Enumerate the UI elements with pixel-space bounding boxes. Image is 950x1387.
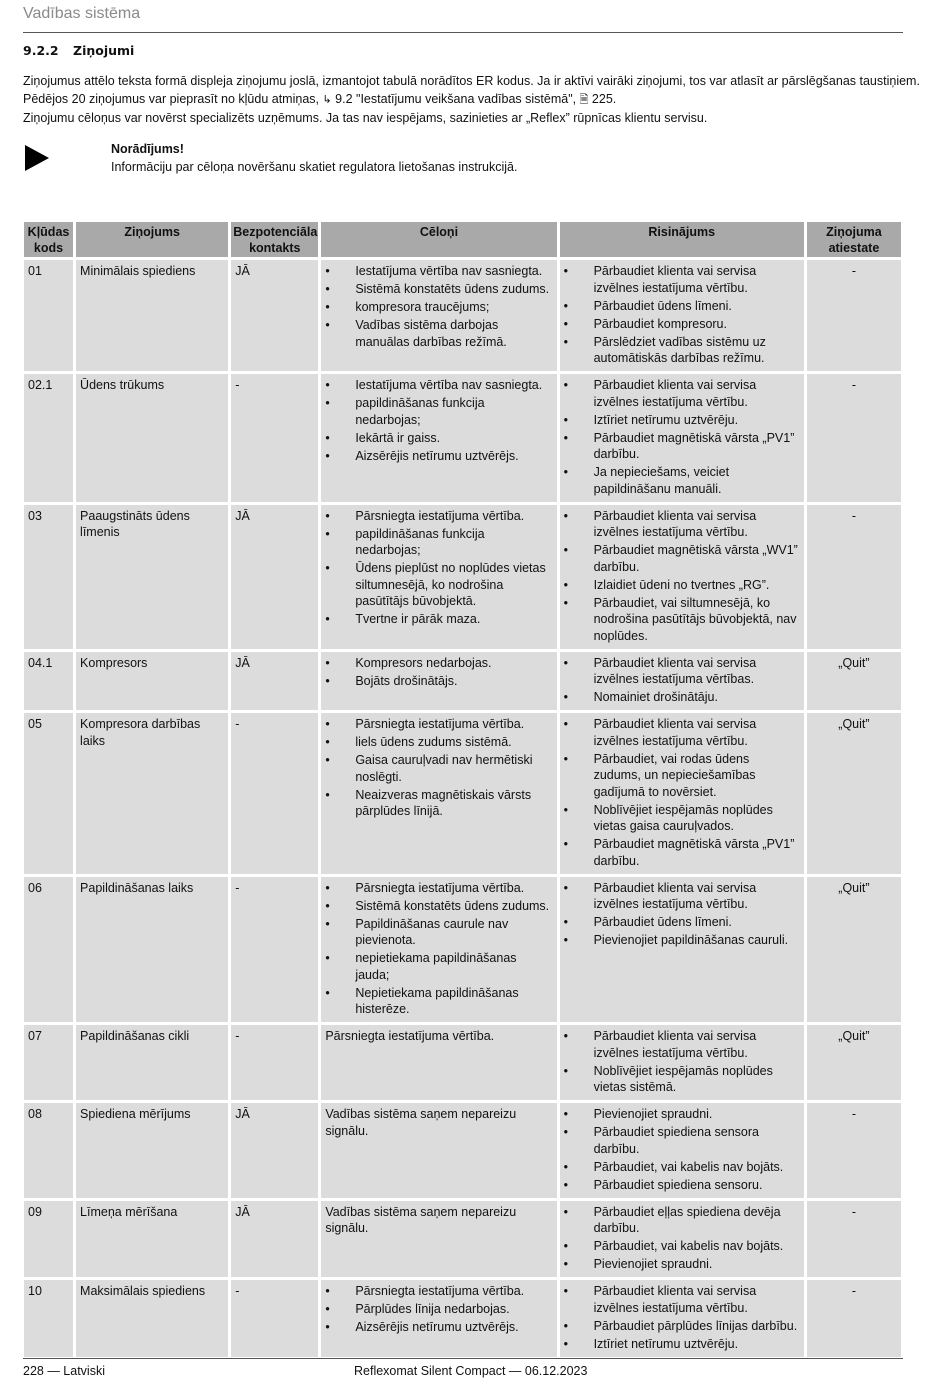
cell-contact: -	[231, 713, 318, 874]
cell-causes	[321, 713, 556, 874]
section-title: Ziņojumi	[73, 43, 135, 58]
list-item: • Pievienojiet spraudni.	[564, 1106, 800, 1123]
cell-reset: -	[807, 260, 901, 371]
list-item: • Iztīriet netīrumu uztvērēju.	[564, 412, 800, 429]
table-row	[24, 652, 901, 711]
cell-solution-list	[564, 1106, 800, 1193]
table-header-row	[24, 222, 901, 257]
cell-solution-list	[564, 880, 800, 949]
list-item: • Pārbaudiet magnētiskā vārsta „WV1” darbību.	[564, 542, 800, 575]
list-item: • Pārbaudiet spiediena sensoru.	[564, 1177, 800, 1194]
cell-solution	[560, 260, 804, 371]
header-solution: Risinājums	[560, 222, 804, 257]
cell-reset: -	[807, 374, 901, 502]
cell-solution	[560, 505, 804, 649]
cell-message: Līmeņa mērīšana	[76, 1201, 228, 1278]
cell-solution-list	[564, 1283, 800, 1352]
list-item: • Ūdens pieplūst no noplūdes vietas siltumnesējā, ko nodrošina pasūtītājs būvobjektā.	[325, 560, 552, 610]
note-title: Norādījums!	[111, 142, 184, 156]
list-item: • Pārbaudiet kompresoru.	[564, 316, 800, 333]
cell-code: 04.1	[24, 652, 73, 711]
cell-causes-list	[325, 716, 552, 820]
list-item: • Pārbaudiet klienta vai servisa izvēlnes iestatījuma vērtību.	[564, 880, 800, 913]
list-item: • Pārbaudiet, vai rodas ūdens zudums, un nepieciešamības gadījumā to novērsiet.	[564, 751, 800, 801]
list-item: • Noblīvējiet iespējamās noplūdes vietas sistēmā.	[564, 1063, 800, 1096]
cell-code: 10	[24, 1280, 73, 1357]
cell-message: Papildināšanas cikli	[76, 1025, 228, 1100]
cell-contact: -	[231, 1025, 318, 1100]
table-row	[24, 1025, 901, 1100]
cell-solution-list	[564, 655, 800, 706]
cell-causes-list	[325, 1283, 552, 1336]
cell-solution	[560, 1025, 804, 1100]
list-item: • Nepietiekama papildināšanas histerēze.	[325, 985, 552, 1018]
list-item: • Pārbaudiet klienta vai servisa izvēlnes iestatījuma vērtību.	[564, 716, 800, 749]
list-item: • Ja nepieciešams, veiciet papildināšanu manuāli.	[564, 464, 800, 497]
list-item: • Gaisa cauruļvadi nav hermētiski noslēgti.	[325, 752, 552, 785]
link-arrow-icon[interactable]: ↳	[322, 94, 332, 106]
list-item: • Pārbaudiet magnētiskā vārsta „PV1” darbību.	[564, 836, 800, 869]
list-item: • Pārbaudiet spiediena sensora darbību.	[564, 1124, 800, 1157]
cell-causes-list	[325, 508, 552, 628]
cell-reset: -	[807, 1280, 901, 1357]
list-item: • Pārbaudiet ūdens līmeni.	[564, 914, 800, 931]
cell-causes	[321, 652, 556, 711]
cell-solution	[560, 1103, 804, 1198]
cell-causes: Vadības sistēma saņem nepareizu signālu.	[321, 1201, 556, 1278]
header-code: Kļūdas kods	[24, 222, 73, 257]
cross-reference-link[interactable]: 9.2 "Iestatījumu veikšana vadības sistēmā",	[331, 92, 580, 106]
list-item: • nepietiekama papildināšanas jauda;	[325, 950, 552, 983]
cell-contact: JĀ	[231, 1201, 318, 1278]
list-item: • Iestatījuma vērtība nav sasniegta.	[325, 377, 552, 394]
table-row	[24, 1201, 901, 1278]
cell-solution	[560, 877, 804, 1023]
cell-reset: -	[807, 1201, 901, 1278]
cell-contact: -	[231, 374, 318, 502]
list-item: • Kompresors nedarbojas.	[325, 655, 552, 672]
intro-line-2	[23, 90, 903, 109]
table-row	[24, 374, 901, 502]
cell-reset: „Quit”	[807, 652, 901, 711]
footer-page: 228 — Latviski	[23, 1364, 105, 1378]
cell-code: 02.1	[24, 374, 73, 502]
cell-causes	[321, 374, 556, 502]
page-header	[23, 4, 903, 33]
cell-solution-list	[564, 1204, 800, 1273]
list-item: • Pārbaudiet klienta vai servisa izvēlnes iestatījuma vērtību.	[564, 1028, 800, 1061]
header-message: Ziņojums	[76, 222, 228, 257]
list-item: • Pievienojiet spraudni.	[564, 1256, 800, 1273]
list-item: • Bojāts drošinātājs.	[325, 673, 552, 690]
cell-contact: JĀ	[231, 505, 318, 649]
list-item: • Neaizveras magnētiskais vārsts pārplūdes līnijā.	[325, 787, 552, 820]
intro-line-3: Ziņojumu cēloņus var novērst specializēts uzņēmums. Ja tas nav iespējams, sazinieties ar „Reflex” rūpnīcas klientu servisu.	[23, 111, 708, 125]
note-text: Informāciju par cēloņa novēršanu skatiet regulatora lietošanas instrukcijā.	[111, 160, 518, 174]
table-row	[24, 505, 901, 649]
list-item: • papildināšanas funkcija nedarbojas;	[325, 526, 552, 559]
cell-causes-list	[325, 880, 552, 1018]
cell-message: Papildināšanas laiks	[76, 877, 228, 1023]
table-row	[24, 877, 901, 1023]
cell-code: 06	[24, 877, 73, 1023]
cell-contact: JĀ	[231, 260, 318, 371]
list-item: • Aizsērējis netīrumu uztvērējs.	[325, 1319, 552, 1336]
cell-solution	[560, 1201, 804, 1278]
cell-code: 03	[24, 505, 73, 649]
cell-code: 01	[24, 260, 73, 371]
intro-paragraph	[23, 72, 920, 127]
cell-solution	[560, 652, 804, 711]
cell-causes-list	[325, 263, 552, 350]
list-item: • Vadības sistēma darbojas manuālas darbības režīmā.	[325, 317, 552, 350]
list-item: • Pārbaudiet eļļas spiediena devēja darbību.	[564, 1204, 800, 1237]
cell-reset: „Quit”	[807, 1025, 901, 1100]
cell-contact: -	[231, 1280, 318, 1357]
cell-code: 09	[24, 1201, 73, 1278]
cell-code: 05	[24, 713, 73, 874]
list-item: • Iestatījuma vērtība nav sasniegta.	[325, 263, 552, 280]
list-item: • Tvertne ir pārāk maza.	[325, 611, 552, 628]
error-codes-table	[21, 219, 904, 1360]
cell-message: Spiediena mērījums	[76, 1103, 228, 1198]
cell-solution-list	[564, 1028, 800, 1096]
cell-reset: „Quit”	[807, 713, 901, 874]
cell-message: Minimālais spiediens	[76, 260, 228, 371]
cell-message: Ūdens trūkums	[76, 374, 228, 502]
list-item: • Aizsērējis netīrumu uztvērējs.	[325, 448, 552, 465]
list-item: • Pārslēdziet vadības sistēmu uz automātiskās darbības režīmu.	[564, 334, 800, 367]
cell-contact: -	[231, 877, 318, 1023]
list-item: • Pārbaudiet pārplūdes līnijas darbību.	[564, 1318, 800, 1335]
list-item: • Nomainiet drošinātāju.	[564, 689, 800, 706]
section-number: 9.2.2	[23, 43, 59, 58]
intro-line-1: Ziņojumus attēlo teksta formā displeja ziņojumu joslā, izmantojot tabulā norādītos ER kodus. Ja ir aktīvi vairāki ziņojumi, tos var atlasīt ar pārslēgšanas taustiņiem.	[23, 74, 920, 88]
cell-reset: -	[807, 505, 901, 649]
cell-causes-list	[325, 655, 552, 690]
cell-solution-list	[564, 716, 800, 869]
list-item: • Pārsniegta iestatījuma vērtība.	[325, 880, 552, 897]
list-item: • papildināšanas funkcija nedarbojas;	[325, 395, 552, 428]
footer-doc: Reflexomat Silent Compact — 06.12.2023	[354, 1364, 588, 1378]
list-item: • Papildināšanas caurule nav pievienota.	[325, 916, 552, 949]
cell-solution	[560, 374, 804, 502]
list-item: • Pārbaudiet klienta vai servisa izvēlnes iestatījuma vērtību.	[564, 263, 800, 296]
list-item: • Pārbaudiet klienta vai servisa izvēlnes iestatījuma vērtības.	[564, 655, 800, 688]
list-item: • Iztīriet netīrumu uztvērēju.	[564, 1336, 800, 1353]
list-item: • Pārbaudiet, vai siltumnesējā, ko nodrošina pasūtītājs būvobjektā, nav noplūdes.	[564, 595, 800, 645]
list-item: • Pārbaudiet magnētiskā vārsta „PV1” darbību.	[564, 430, 800, 463]
list-item: • Pārplūdes līnija nedarbojas.	[325, 1301, 552, 1318]
cell-causes	[321, 260, 556, 371]
cell-solution-list	[564, 377, 800, 497]
cell-causes	[321, 505, 556, 649]
list-item: • Pārbaudiet klienta vai servisa izvēlnes iestatījuma vērtību.	[564, 377, 800, 410]
cell-contact: JĀ	[231, 1103, 318, 1198]
cell-contact: JĀ	[231, 652, 318, 711]
page-footer	[23, 1358, 903, 1387]
table-row	[24, 260, 901, 371]
list-item: • Pārsniegta iestatījuma vērtība.	[325, 508, 552, 525]
list-item: • Sistēmā konstatēts ūdens zudums.	[325, 281, 552, 298]
list-item: • Pārbaudiet, vai kabelis nav bojāts.	[564, 1238, 800, 1255]
list-item: • Pārbaudiet klienta vai servisa izvēlnes iestatījuma vērtību.	[564, 1283, 800, 1316]
list-item: • Pārbaudiet klienta vai servisa izvēlnes iestatījuma vērtību.	[564, 508, 800, 541]
header-causes: Cēloņi	[321, 222, 556, 257]
list-item: • Izlaidiet ūdeni no tvertnes „RG”.	[564, 577, 800, 594]
cell-reset: „Quit”	[807, 877, 901, 1023]
cell-solution	[560, 1280, 804, 1357]
list-item: • Pārbaudiet ūdens līmeni.	[564, 298, 800, 315]
cell-message: Paaugstināts ūdens līmenis	[76, 505, 228, 649]
cell-message: Kompresora darbības laiks	[76, 713, 228, 874]
arrow-right-icon	[25, 145, 49, 171]
page-icon: 🗎	[579, 94, 589, 106]
table-row	[24, 713, 901, 874]
cell-solution-list	[564, 508, 800, 645]
list-item: • Sistēmā konstatēts ūdens zudums.	[325, 898, 552, 915]
list-item: • kompresora traucējums;	[325, 299, 552, 316]
section-heading	[23, 43, 134, 58]
list-item: • liels ūdens zudums sistēmā.	[325, 734, 552, 751]
cell-code: 08	[24, 1103, 73, 1198]
cell-code: 07	[24, 1025, 73, 1100]
list-item: • Pievienojiet papildināšanas cauruli.	[564, 932, 800, 949]
cell-reset: -	[807, 1103, 901, 1198]
list-item: • Pārsniegta iestatījuma vērtība.	[325, 716, 552, 733]
cell-causes: Vadības sistēma saņem nepareizu signālu.	[321, 1103, 556, 1198]
page-reference[interactable]: 225.	[588, 92, 617, 106]
cell-causes	[321, 1280, 556, 1357]
list-item: • Pārsniegta iestatījuma vērtība.	[325, 1283, 552, 1300]
header-title: Vadības sistēma	[23, 5, 141, 22]
table-row	[24, 1280, 901, 1357]
list-item: • Iekārtā ir gaiss.	[325, 430, 552, 447]
cell-message: Maksimālais spiediens	[76, 1280, 228, 1357]
header-contact: Bezpotenciāla kontakts	[231, 222, 318, 257]
cell-causes-list	[325, 377, 552, 464]
cell-solution	[560, 713, 804, 874]
header-reset: Ziņojuma atiestate	[807, 222, 901, 257]
cell-causes: Pārsniegta iestatījuma vērtība.	[321, 1025, 556, 1100]
list-item: • Noblīvējiet iespējamās noplūdes vietas gaisa cauruļvados.	[564, 802, 800, 835]
table-row	[24, 1103, 901, 1198]
list-item: • Pārbaudiet, vai kabelis nav bojāts.	[564, 1159, 800, 1176]
intro-line-2-a: Pēdējos 20 ziņojumus var pieprasīt no kļūdu atmiņas,	[23, 92, 323, 106]
cell-solution-list	[564, 263, 800, 367]
cell-causes	[321, 877, 556, 1023]
cell-message: Kompresors	[76, 652, 228, 711]
